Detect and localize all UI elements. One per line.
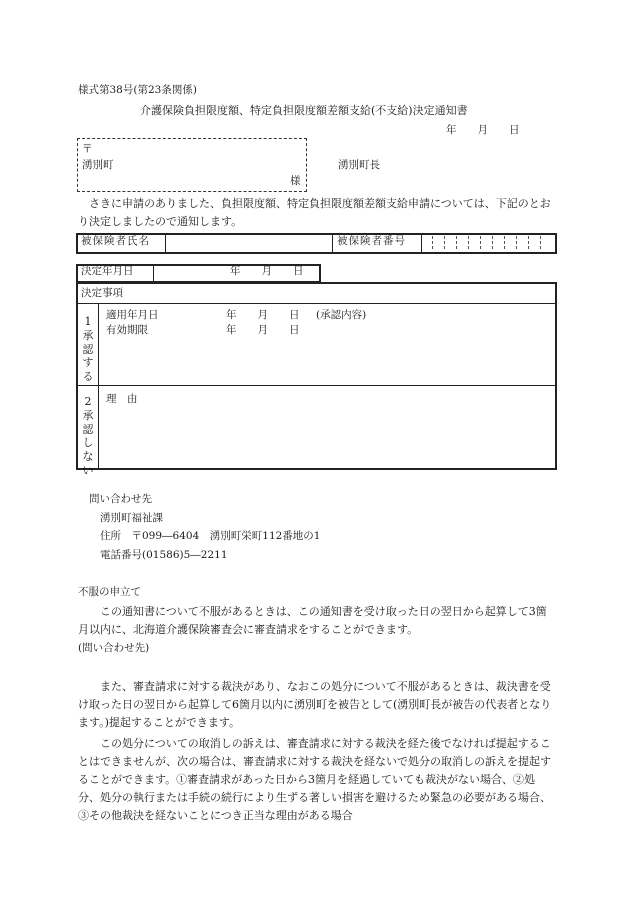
- intro-text: さきに申請のありました、負担限度額、特定負担限度額差額支給申請については、下記のとおり決定しましたので通知します。: [78, 197, 551, 228]
- recipient-town: 湧別町: [82, 159, 114, 171]
- deny-label: 2承認しない: [82, 395, 94, 477]
- divider: [78, 303, 555, 304]
- objection-paragraph-3: この処分についての取消しの訴えは、審査請求に対する裁決を経た後でなければ提起することはできませんが、次の場合は、審査請求に対する裁決を経ないで処分の取消しの訴えを提起することができます。①審査請求があった日から3箇月を経過していても裁決がない場合、②処分、処分の執行または手続の続行により生ずる著しい損害を避けるため緊急の必要がある場合、③その他裁決を経ないことにつき正当な理由がある場合: [78, 737, 551, 822]
- objection-note: (問い合わせ先): [78, 642, 150, 654]
- divider: [153, 266, 154, 281]
- issue-date: 年 月 日: [446, 124, 520, 136]
- decision-date-label: 決定年月日: [81, 265, 134, 277]
- contact-address: 住所 〒099―6404 湧別町栄町112番地の1: [100, 530, 321, 542]
- divider: [78, 385, 555, 386]
- apply-date-value: 年 月 日: [226, 309, 300, 321]
- valid-period-value: 年 月 日: [226, 324, 300, 336]
- decision-date-value: 年 月 日: [230, 265, 304, 277]
- decision-matters-label: 決定事項: [81, 287, 123, 299]
- form-number: 様式第38号(第23条関係): [78, 84, 197, 96]
- insured-name-label: 被保険者氏名: [81, 235, 150, 247]
- postal-mark: 〒: [82, 143, 93, 155]
- objection-heading: 不服の申立て: [78, 586, 141, 598]
- reason-label: 理 由: [106, 393, 138, 405]
- apply-date-label: 適用年月日: [106, 309, 159, 321]
- divider: [98, 304, 99, 468]
- objection-paragraph-1: この通知書について不服があるときは、この通知書を受け取った日の翌日から起算して3箇月以内に、北海道介護保険審査会に審査請求をすることができます。: [78, 605, 547, 636]
- divider: [165, 235, 166, 252]
- document-title: 介護保険負担限度額、特定負担限度額差額支給(不支給)決定通知書: [140, 104, 468, 117]
- objection-paragraph-2: また、審査請求に対する裁決があり、なおこの処分について不服があるときは、裁決書を受け取った日の翌日から起算して6箇月以内に湧別町を被告として(湧別町長が被告の代表者となります。)提起することができます。: [78, 680, 552, 729]
- recipient-honorific: 様: [290, 175, 301, 187]
- divider: [421, 235, 422, 252]
- contact-department: 湧別町福祉課: [100, 512, 163, 524]
- divider: [332, 235, 333, 252]
- approval-content-label: (承認内容): [316, 309, 367, 321]
- issuer-name: 湧別町長: [338, 159, 380, 171]
- insured-number-cells: [432, 236, 552, 249]
- contact-heading: 問い合わせ先: [89, 493, 152, 505]
- valid-period-label: 有効期限: [106, 324, 148, 336]
- approve-label: 1承認する: [82, 315, 94, 383]
- contact-phone: 電話番号(01586)5―2211: [100, 549, 228, 561]
- insured-number-label: 被保険者番号: [337, 235, 406, 247]
